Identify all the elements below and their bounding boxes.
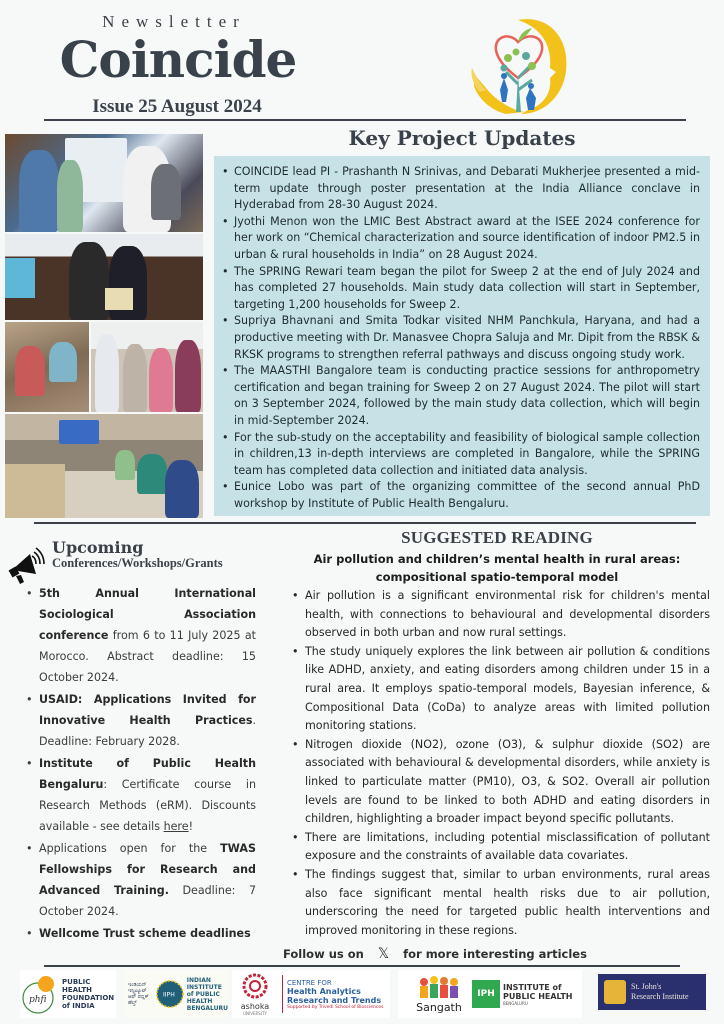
list-item: • COINCIDE lead PI - Prashanth N Srinivas, and Debarati Mukherjee presented a mid-term update through poster presentation at the India Alliance conclave in Hyderabad from 28-30 August 2024. (222, 164, 700, 214)
iiph-mark-icon (156, 978, 184, 1010)
list-item: • Wellcome Trust scheme deadlines (26, 923, 256, 944)
list-item: • The MAASTHI Bangalore team is conducting practice sessions for anthropometry certification and began training for Sweep 2 on 27 August 2024. The pilot will start on 3 September 2024, followed by the main study data collection, which will begin in mid-September 2024. (222, 363, 700, 429)
iph-logo: IPH INSTITUTE of PUBLIC HEALTH BENGALURU (470, 970, 582, 1018)
svg-text:phfi: phfi (29, 995, 47, 1005)
list-item: • For the sub-study on the acceptability and feasibility of biological sample collection in children,13 in-depth interviews are completed in Bangalore, while the SPRING team has completed data collection and initiated data analysis. (222, 430, 700, 480)
list-item: • Institute of Public Health Bengaluru: Certificate course in Research Methods (eRM). Discounts available - see details here! (26, 753, 256, 837)
header-divider (44, 119, 686, 121)
follow-us-line: Follow us on 𝕏 for more interesting articles (283, 946, 587, 962)
upcoming-heading: Upcoming (52, 538, 144, 557)
suggested-reading-heading: SUGGESTED READING (401, 528, 593, 547)
details-link[interactable]: here (163, 820, 189, 833)
upcoming-subheading: Conferences/Workshops/Grants (52, 556, 223, 570)
key-updates-list (222, 164, 700, 512)
ashoka-mark-icon (240, 973, 270, 999)
list-item: • Eunice Lobo was part of the organizing committee of the second annual PhD workshop by Institute of Public Health Bengaluru. (222, 479, 700, 512)
article-title: Air pollution and children’s mental health in rural areas: compositional spatio-temporal model (313, 552, 681, 584)
sangath-people-icon (416, 974, 462, 998)
st-johns-logo: St. John's Research Institute (598, 974, 706, 1010)
meeting-group-photo (91, 322, 203, 412)
x-twitter-icon[interactable]: 𝕏 (377, 946, 390, 962)
list-item: • The study uniquely explores the link between air pollution & conditions like ADHD, anxiety, and eating disorders among children under 15 in a rural area. It employs spatio-temporal models, Bayesian inference, & Compositional Data (CoDa) to analyze areas with limited pollution monitoring stations. (292, 643, 710, 736)
list-item: • USAID: Applications Invited for Innovative Health Practices. Deadline: February 2028. (26, 689, 256, 752)
partner-logos (14, 970, 714, 1020)
iph-mark-icon: IPH (472, 980, 500, 1008)
phfi-mark-icon (20, 972, 60, 1016)
training-session-photo (5, 414, 203, 518)
list-item: • There are limitations, including potential misclassification of pollutant exposure and the constraints of available data covariates. (292, 829, 710, 866)
iiph-logo: ಇಂಡಿಯನ್ ಇನ್ಸ್ಟಿಟ್ಯೂಟ್ ಆಫ್ ಪಬ್ಲಿಕ್ ಹೆಲ್ತ್ IIPH INDIAN INSTITUTE of PUBLIC HEALTH BENGALURU (124, 970, 228, 1018)
field-visit-photo (5, 322, 89, 412)
list-item: • Applications open for the TWAS Fellowships for Research and Advanced Training. Deadline: 7 October 2024. (26, 838, 256, 922)
list-item: • The SPRING Rewari team began the pilot for Sweep 2 at the end of July 2024 and has completed 27 households. Main study data collection will start in September, targeting 1,200 households for Sweep 2. (222, 264, 700, 314)
tree-child-hands-logo-icon (466, 6, 576, 118)
list-item: • The findings suggest that, similar to urban environments, rural areas also face significant mental health risks due to air pollution, underscoring the need for targeted public health interventions and improved monitoring in these regions. (292, 866, 710, 940)
newsletter-title: Coincide (59, 30, 297, 89)
list-item: • Nitrogen dioxide (NO2), ozone (O3), & sulphur dioxide (SO2) are associated with behavioural & developmental disorders, while anxiety is linked to particulate matter (PM10), O3, & SO2. Overall air pollution levels are found to be linked to both ADHD and eating disorders in children, highlighting a broader impact beyond specific pollutants. (292, 736, 710, 829)
key-updates-panel (214, 156, 710, 516)
suggested-reading-list (292, 587, 710, 940)
svg-text:IIPH: IIPH (162, 991, 175, 999)
award-ceremony-photo (5, 234, 203, 320)
st-johns-mark-icon (604, 980, 626, 1004)
phfi-logo: phfi PUBLIC HEALTH FOUNDATION of INDIA (20, 970, 116, 1018)
list-item: • Jyothi Menon won the LMIC Best Abstract award at the ISEE 2024 conference for her work on “Chemical characterization and source identification of indoor PM2.5 in urban & rural households in India” on 28 August 2024. (222, 214, 700, 264)
coincide-logo (466, 6, 576, 118)
list-item: • Air pollution is a significant environmental risk for children's mental health, with connections to behavioural and developmental disorders observed in both urban and now rural settings. (292, 587, 710, 643)
ashoka-chart-logo: ashoka UNIVERSITY CENTRE FOR Health Analytics Research and Trends Supported by Trivedi School of Biosciences (232, 970, 390, 1018)
sangath-logo: Sangath (398, 970, 480, 1018)
upcoming-list (26, 583, 256, 945)
newsletter-kicker: Newsletter (102, 12, 246, 31)
megaphone-icon (6, 546, 46, 586)
issue-label: Issue 25 August 2024 (92, 96, 262, 117)
poster-presentation-photo (5, 134, 203, 232)
list-item: • 5th Annual International Sociological Association conference from 6 to 11 July 2025 at Morocco. Abstract deadline: 15 October 2024. (26, 583, 256, 688)
key-updates-heading: Key Project Updates (348, 126, 576, 150)
section-divider (34, 522, 696, 524)
list-item: • Supriya Bhavnani and Smita Todkar visited NHM Panchkula, Haryana, and had a productive meeting with Dr. Manasvee Chopra Saluja and Mr. Dipit from the RBSK & RKSK programs to strengthen referral pathways and discuss ongoing study work. (222, 313, 700, 363)
photo-collage (5, 134, 203, 518)
footer-divider (44, 965, 680, 967)
